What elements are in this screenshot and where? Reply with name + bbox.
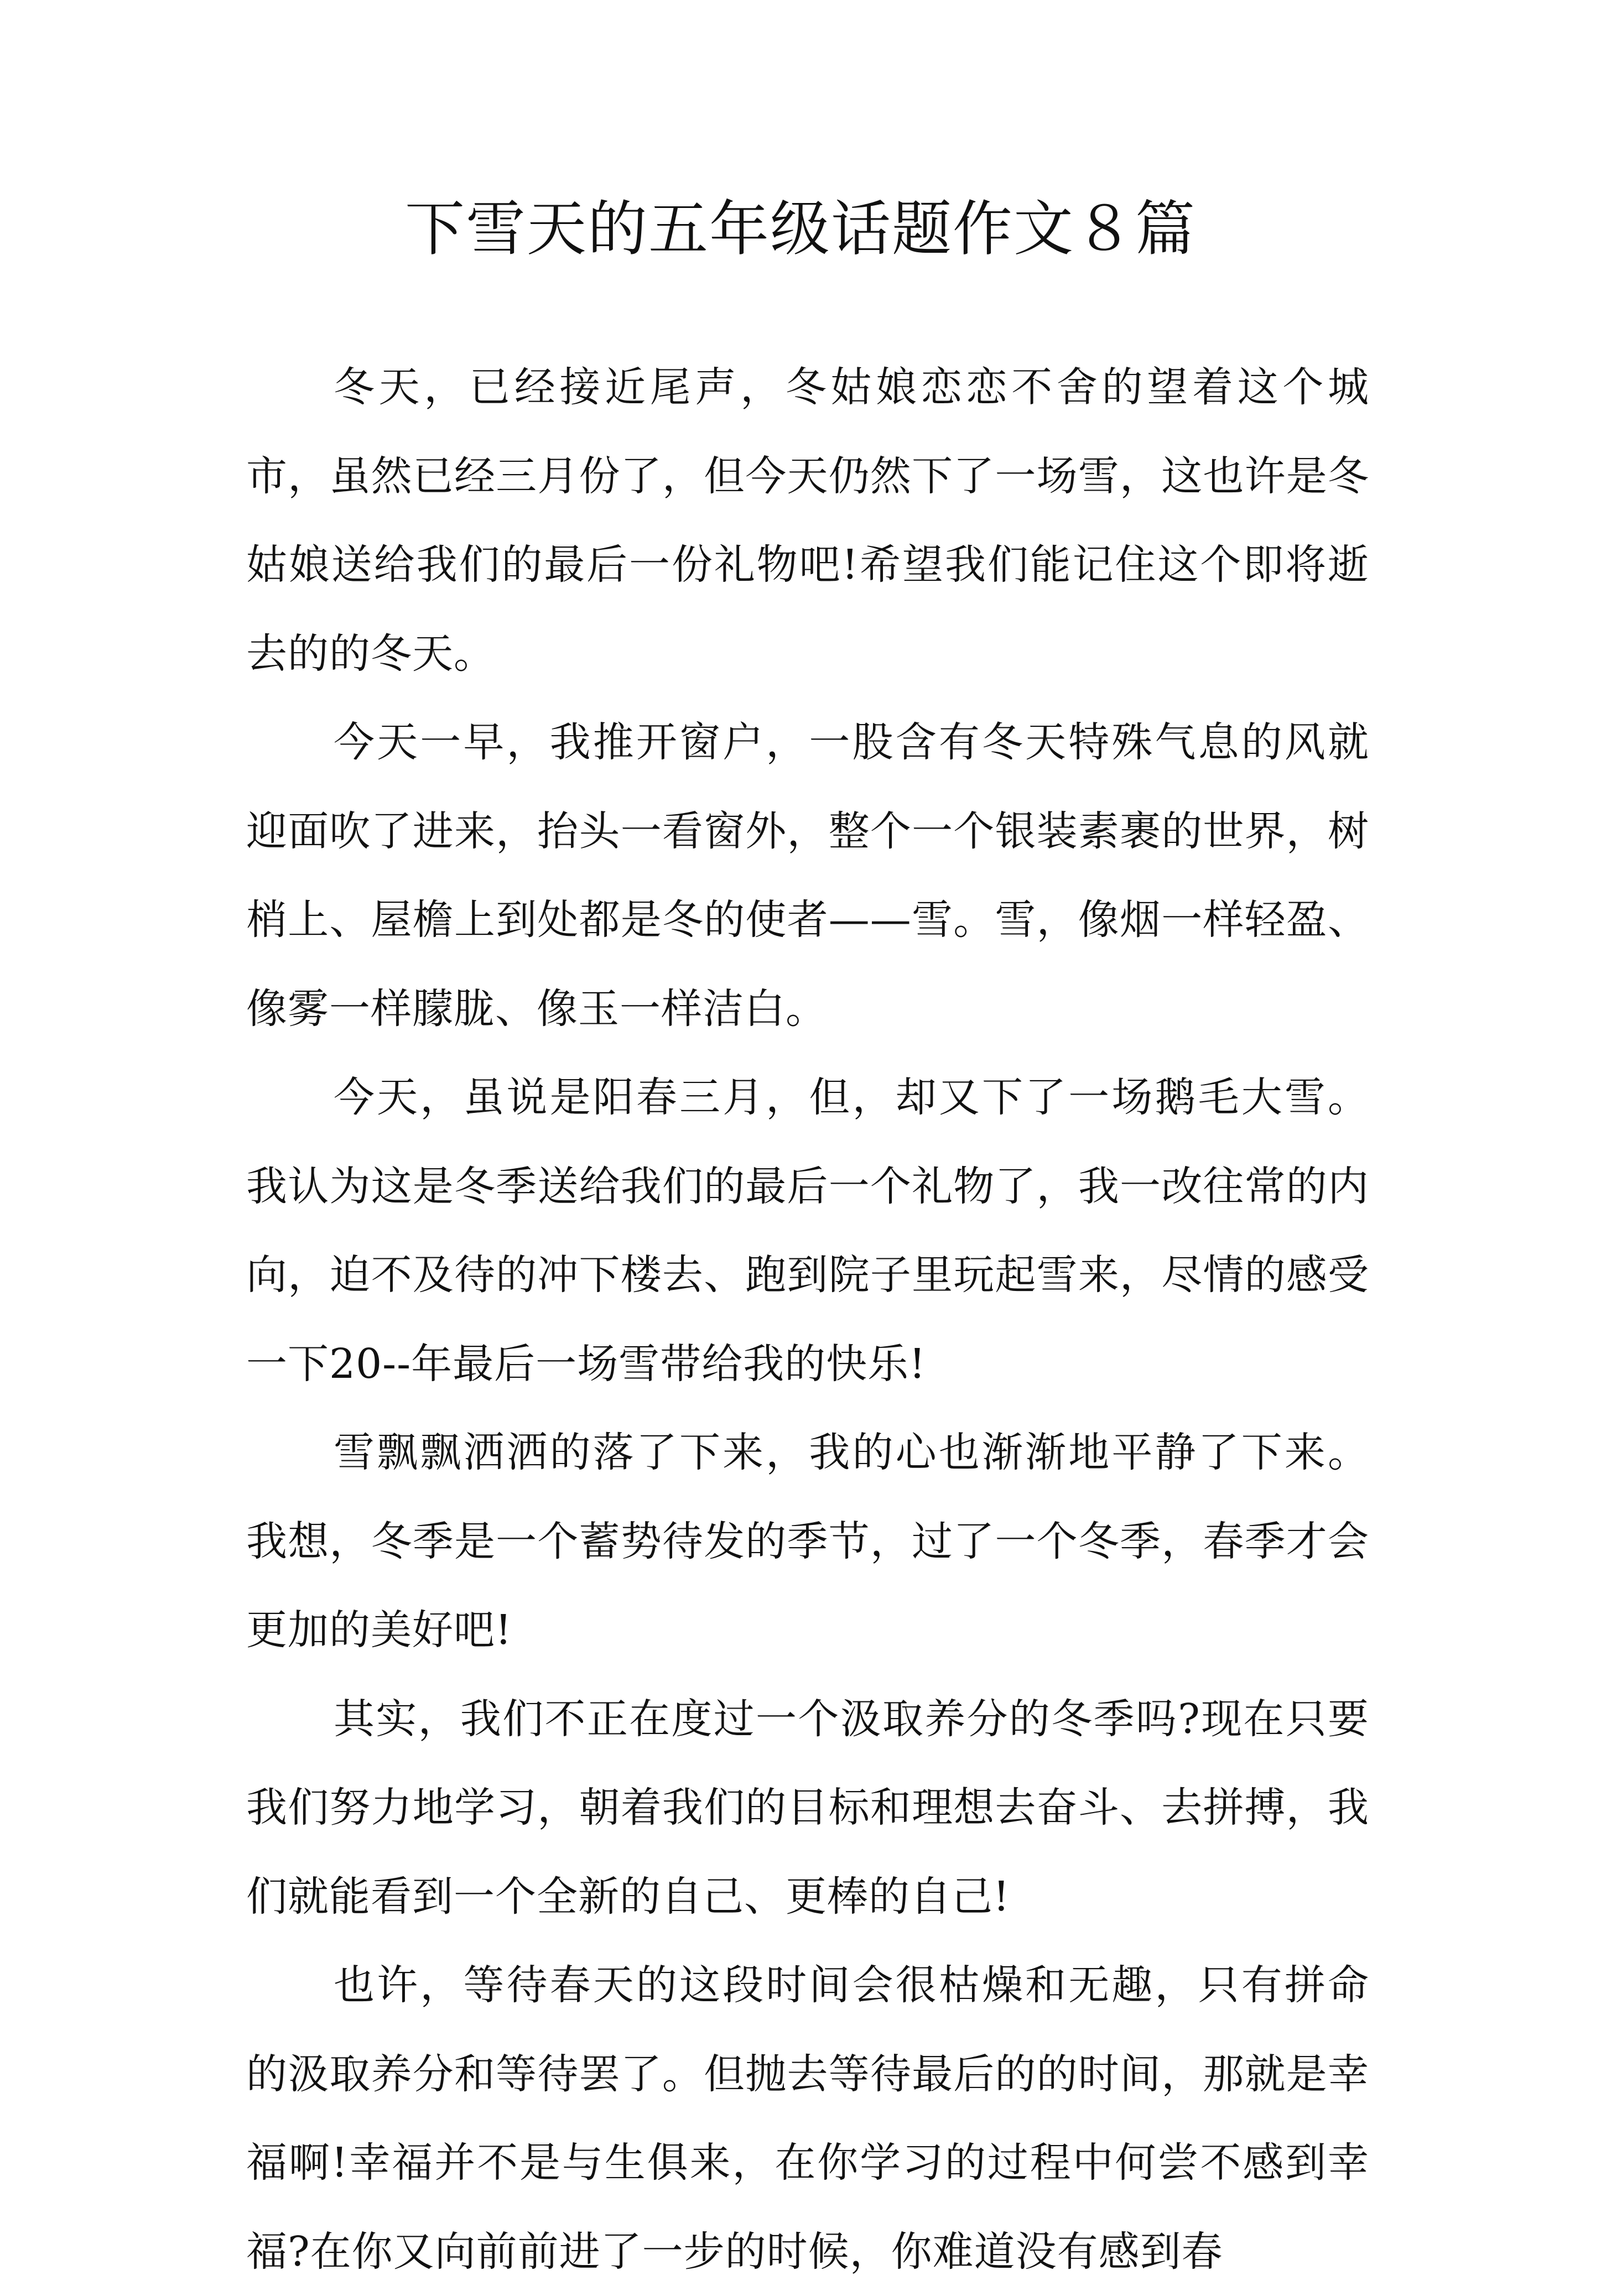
paragraph-5: 其实，我们不正在度过一个汲取养分的冬季吗?现在只要我们努力地学习，朝着我们的目标和理想去奋斗、去拼搏，我们就能看到一个全新的自己、更棒的自己!: [246, 1695, 1369, 1920]
paragraph-2: 今天一早，我推开窗户，一股含有冬天特殊气息的风就迎面吹了进来，抬头一看窗外，整个一个银装素裹的世界，树梢上、屋檐上到处都是冬的使者——雪。雪，像烟一样轻盈、像雾一样朦胧、像玉一样洁白。: [246, 719, 1369, 1033]
document-title: 下雪天的五年级话题作文８篇: [404, 195, 1196, 264]
paragraph-4: 雪飘飘洒洒的落了下来，我的心也渐渐地平静了下来。我想，冬季是一个蓄势待发的季节，过了一个冬季，春季才会更加的美好吧!: [246, 1429, 1369, 1654]
paragraph-3: 今天，虽说是阳春三月，但，却又下了一场鹅毛大雪。我认为这是冬季送给我们的最后一个礼物了，我一改往常的内向，迫不及待的冲下楼去、跑到院子里玩起雪来，尽情的感受一下20--年最后一场雪带给我的快乐!: [246, 1074, 1369, 1388]
paragraph-6: 也许，等待春天的这段时间会很枯燥和无趣，只有拼命的汲取养分和等待罢了。但抛去等待最后的的时间，那就是幸福啊!幸福并不是与生俱来，在你学习的过程中何尝不感到幸福?在你又向前前进了一步的时候，你难道没有感到春: [246, 1961, 1369, 2276]
paragraph-1: 冬天，已经接近尾声，冬姑娘恋恋不舍的望着这个城市，虽然已经三月份了，但今天仍然下了一场雪，这也许是冬姑娘送给我们的最后一份礼物吧!希望我们能记住这个即将逝去的的冬天。: [246, 363, 1369, 678]
document-body: [246, 343, 1369, 2296]
